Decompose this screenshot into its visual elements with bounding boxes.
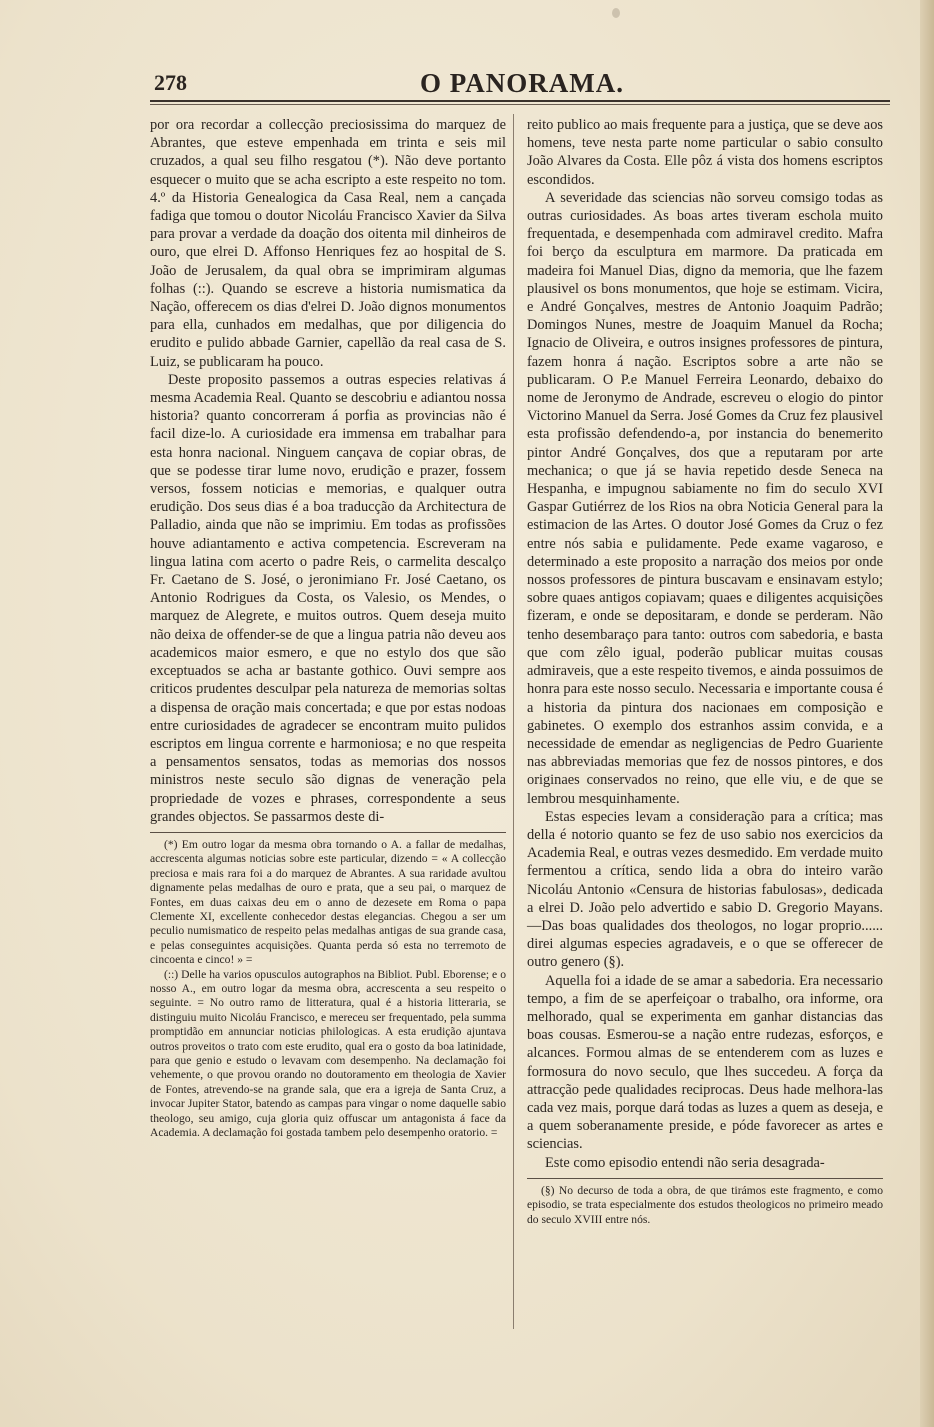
right-paragraph-5: Este como episodio entendi não seria desagrada- [545, 1154, 825, 1171]
right-paragraph-4: Aquella foi a idade de se amar a sabedoria. Era necessario tempo, a fim de se aperfeiçoar o trabalho, ora informe, ora melhorado, qual se experimenta em ganhar distancias das boas cousas. Esmerou-se a nação entre rudezas, esforços, e alcances. Formou almas de se entenderem com as luzes e formosura do novo seculo, que lhes succedeu. A força da attracção pede qualidades reciprocas. Deus hade melhora-las cada vez mais, porque dará todas as luzes a quem as deseja, e a quem soberanamente preside, e póde favorecer as artes e sciencias. [527, 972, 883, 1153]
footnote-asterisk: (*) Em outro logar da mesma obra tornando o A. a fallar de medalhas, accrescenta algumas noticias sobre este particular, dizendo = « A collecção preciosa e mais rara foi a do marquez de Abrantes. A sua raridade avultou dignamente pelas medalhas de ouro e prata, que a seu pai, o marquez de Fontes, em duas caixas deu em o anno de dezesete em Roma o papa Clemente XI, excellente conhecedor destas elegancias. Chegou a ser um peculio numismatico de respeito pelas medalhas antigas de sua grande casa, e pelas conseguintes acquisições. Quanta perda só esta no terremoto de cincoenta e cinco! » = [150, 837, 506, 967]
paper-stain [612, 8, 620, 18]
column-divider [513, 114, 514, 1329]
right-column [527, 116, 883, 1227]
right-paragraph-3: Estas especies levam a consideração para a crítica; mas della é notorio quanto se fez de uso sabio nos exercicios da Academia Real, e outras vezes desmedido. Em verdade muito fermentou a crítica, sendo lida a obra do inteiro varão Nicoláu Antonio «Censura de historias fabulosas», dedicada a elrei D. João pelo advertido e sabio D. Gregorio Mayans. —Das boas qualidades dos theologos, no logar proprio...... direi algumas especies agradaveis, e o que se offerecer de outro genero (§). [527, 808, 883, 971]
header-rule-thin [150, 104, 890, 105]
right-paragraph-2: A severidade das sciencias não sorveu comsigo todas as outras curiosidades. As boas artes tiveram eschola muito frequentada, e desempenhada com admiravel credito. Mafra foi berço da esculptura em marmore. Da praticada em madeira foi Manuel Dias, digno da memoria, que lhe fazem plausivel os bons monumentos, que hoje se estimam. Vicira, e André Gonçalves, mestres de Antonio Joaquim Padrão; Domingos Nunes, mestre de Joaquim Manuel da Rocha; Ignacio de Oliveira, e outros insignes professores de pintura, fazem honra á nação. Escriptos sobre a arte não se publicaram. O P.e Manuel Ferreira Leonardo, debaixo do nome de Jeronymo de Andrade, escreveu o elogio do pintor Victorino Manuel da Serra. José Gomes da Cruz fez plausivel esta profissão defendendo-a, por instancia do benemerito pintor André Gonçalves, dos que a reputaram por arte mechanica; o que já se havia repetido desde Seneca na Hespanha, e impugnou sabiamente no fim do seculo XVI Gaspar Gutiérrez de los Rios na obra Noticia General para la estimacion de las Artes. O doutor José Gomes da Cruz o fez entre nós sabia e pulidamente. Pede exame vagaroso, e determinado a este proposito a narração dos meios por onde nossos professores de pintura buscavam e ensinavam estylo; sobre quaes antigos copiavam; quaes e diligentes acquisições fizeram, e onde se depositaram, e donde se perderam. Não tenho desembaraço para tanto: outros com sabedoria, e basta que com zêlo igual, poderão publicar muitas cousas admiraveis, que a este respeito tivemos, e ainda possuimos de honra para este nosso seculo. Necessaria e importante cousa é a historia da pintura dos nacionaes em composição e gabinetes. O exemplo dos estranhos assim convida, e a necessidade de emendar as negligencias de Pedro Guariente nas abbreviadas memorias que fez de nossos pintores, e dos originaes conservados no reino, que elle viu, e de que se lembrou mesquinhamente. [527, 189, 883, 807]
page-header [150, 68, 890, 98]
left-paragraph-2: Deste proposito passemos a outras especies relativas á mesma Academia Real. Quanto se descobriu e adiantou nossa historia? quanto concorreram á porfia as provincias não é facil dize-lo. A curiosidade era immensa em trabalhar para esta honra nacional. Ninguem cançava de copiar obras, de que se podesse tirar lume novo, erudição e prazer, fossem versos, fossem noticias e memorias, e qualquer outra erudição. Dos seus dias é a boa traducção da Architectura de Palladio, ainda que não se imprimiu. Em todas as profissões houve adiantamento e activa competencia. Escreveram na lingua latina com acerto o padre Reis, o carmelita descalço Fr. Caetano de S. José, o jeronimiano Fr. José Caetano, os Antonio Rodrigues da Costa, os Valesio, os Mendes, o marquez de Alegrete, e muitos outros. Quem deseja muito não deixa de offender-se de que a lingua patria não deveu aos academicos maior esmero, e que no estylo dos que são exceptuados se acha ar bastante gothico. Ouvi sempre aos criticos prudentes desculpar pela natureza de memorias soltas a dispensa de oração mais concertada; e que por estas nodoas entre curiosidades de agradecer se encontram muito pulidos escriptos em lingua corrente e harmoniosa; e no que respeita a pensamentos sensatos, todas as memorias dos nossos ministros neste seculo são dignas de veneração pela propriedade de vozes e phrases, correspondente a seus grandes objectos. Se passarmos deste di- [150, 371, 506, 825]
footnote-rule-right [527, 1178, 883, 1179]
footnote-colons: (::) Delle ha varios opusculos autographos na Bibliot. Publ. Eborense; e o nosso A., em outro logar da mesma obra, accrescenta a seu respeito o seguinte. = No outro ramo de litteratura, qual é a historia litteraria, se distinguiu muito Nicoláu Francisco, e mereceu ser frequentado, pela summa promptidão em annunciar noticias philologicas. A esta erudição ajuntava outros proveitos o trato com este erudito, qual era o gosto da boa latinidade, para que genio e estudo o levavam com desempenho. Na declamação foi vehemente, o que provou orando no doutoramento em theologia de Xavier de Fontes, atrevendo-se na grande sala, que era a igreja de Santa Cruz, a invocar Jupiter Stator, batendo as campas para vingar o nome daquelle sabio theologo, seu amigo, cuja gloria quiz offuscar um antagonista á face da Academia. A declamação foi gostada tambem pelo desempenho oratorio. = [150, 967, 506, 1140]
footnote-section: (§) No decurso de toda a obra, de que tirámos este fragmento, e como episodio, se trata especialmente dos estudos theologicos no primeiro meado do seculo XVIII entre nós. [527, 1183, 883, 1226]
journal-title: O PANORAMA. [420, 68, 624, 98]
left-column [150, 116, 506, 1140]
header-rule [150, 100, 890, 102]
left-paragraph-1: por ora recordar a collecção preciosissima do marquez de Abrantes, que esteve empenhada em trinta e seis mil cruzados, a qual seu filho resgatou (*). Não deve portanto esquecer o muito que se acha escripto a este respeito no tom. 4.º da Historia Genealogica da Casa Real, nem a cançada fadiga que tomou o doutor Nicoláu Francisco Xavier da Silva para provar a verdade da doação dos oitenta mil dinheiros de ouro, que elrei D. Affonso Henriques fez ao hospital de S. João de Jerusalem, da qual obra se imprimiram algumas folhas (::). Quando se escreve a historia numismatica da Nação, offerecem os dias d'elrei D. João dignos monumentos para ella, cunhados em medalhas, que por diligencia do erudito e pulido abbade Garnier, capellão da real casa de S. Luiz, se publicaram ha pouco. [150, 117, 506, 370]
page-edge [920, 0, 934, 1427]
right-paragraph-1: reito publico ao mais frequente para a justiça, que se deve aos homens, teve nesta parte nome particular o sabio consulto João Alvares da Costa. Elle pôz á vista dos homens escriptos escondidos. [527, 117, 883, 188]
footnote-rule-left [150, 832, 506, 833]
page-number: 278 [154, 70, 187, 95]
